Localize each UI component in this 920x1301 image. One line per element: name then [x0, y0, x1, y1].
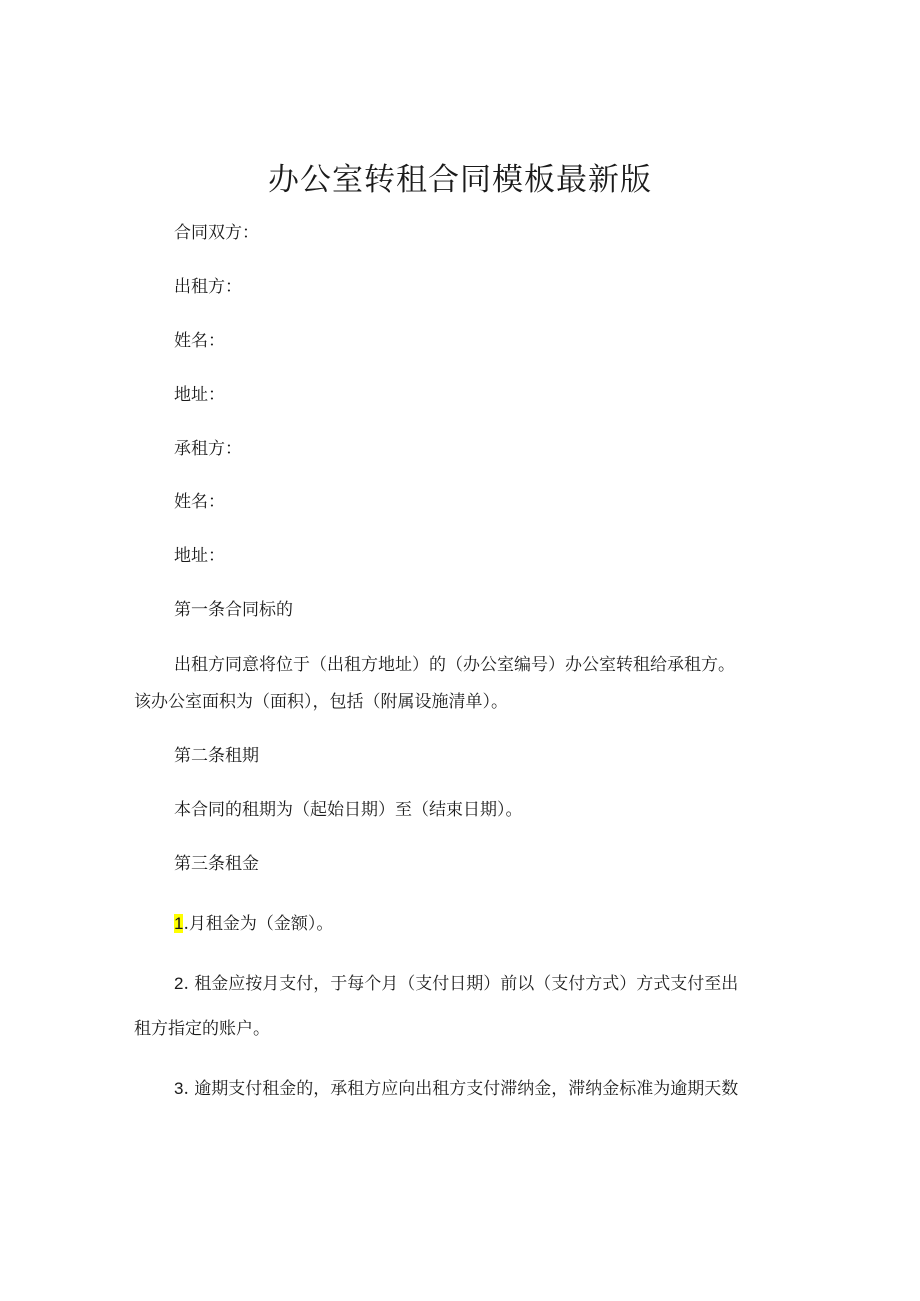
paragraph-line: 出租方同意将位于（出租方地址）的（办公室编号）办公室转租给承租方。	[174, 655, 735, 675]
list-item	[174, 1077, 738, 1101]
paragraph-line: 该办公室面积为（面积），包括（附属设施清单）。	[134, 692, 508, 712]
text-line-parties: 合同双方：	[174, 223, 259, 243]
list-number: 3	[174, 1079, 184, 1098]
paragraph-line: 本合同的租期为（起始日期）至（结束日期）。	[174, 800, 523, 820]
document-title: 办公室转租合同模板最新版	[268, 162, 652, 198]
list-item-text: .月租金为（金额）。	[183, 914, 334, 934]
list-item	[174, 972, 738, 996]
text-line-lessor: 出租方：	[174, 277, 242, 297]
text-line-lessor-address: 地址：	[174, 385, 225, 405]
section-heading-2: 第二条租期	[174, 746, 259, 766]
text-line-lessee-address: 地址：	[174, 546, 225, 566]
list-number: 2	[174, 974, 184, 993]
section-heading-3: 第三条租金	[174, 854, 259, 874]
text-line-lessor-name: 姓名：	[174, 331, 225, 351]
list-item	[174, 912, 333, 936]
list-item-text: . 逾期支付租金的，承租方应向出租方支付滞纳金，滞纳金标准为逾期天数	[183, 1079, 739, 1099]
list-item-text: . 租金应按月支付，于每个月（支付日期）前以（支付方式）方式支付至出	[183, 974, 739, 994]
section-heading-1: 第一条合同标的	[174, 600, 293, 620]
text-line-lessee-name: 姓名：	[174, 492, 225, 512]
paragraph-line: 租方指定的账户。	[134, 1019, 270, 1039]
list-number-highlighted: 1	[174, 914, 184, 933]
text-line-lessee: 承租方：	[174, 439, 242, 459]
